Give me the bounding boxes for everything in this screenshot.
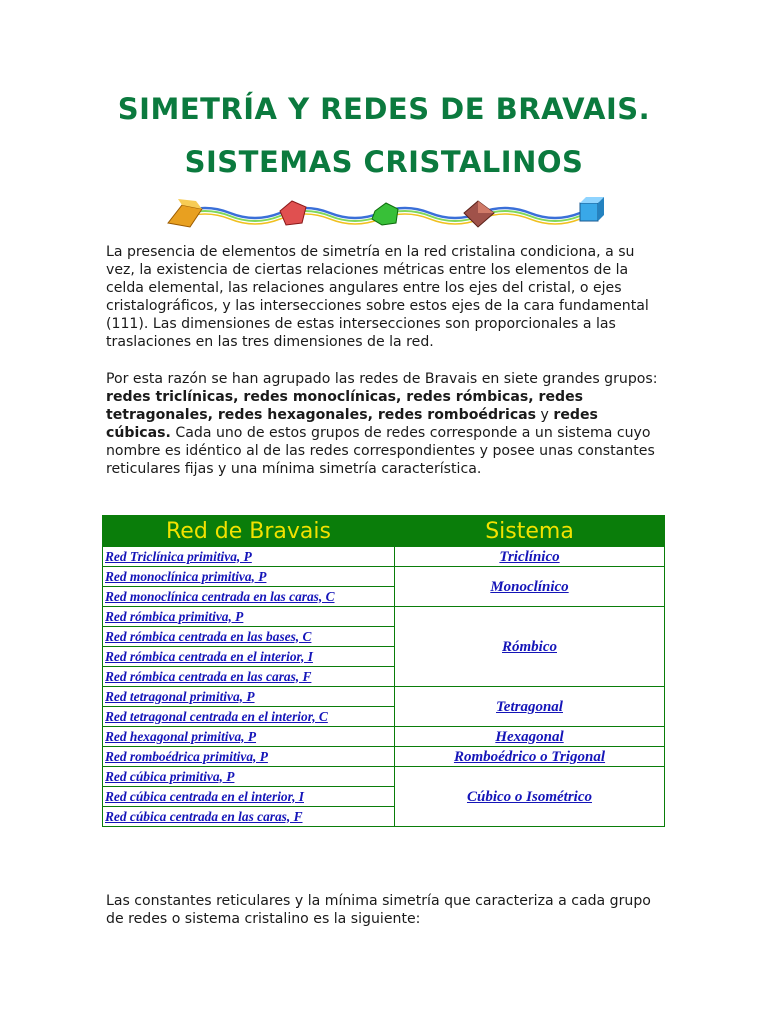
red-link[interactable]: Red rómbica primitiva, P	[105, 608, 244, 624]
table-row	[103, 747, 665, 767]
closing-paragraph: Las constantes reticulares y la mínima simetría que caracteriza a cada grupo de redes o sistema cristalino es la siguiente:	[106, 893, 651, 927]
table-row	[103, 567, 665, 587]
red-link[interactable]: Red Triclínica primitiva, P	[105, 548, 252, 564]
crystal-ornament-icon	[160, 195, 610, 231]
page-subtitle: SISTEMAS CRISTALINOS	[184, 145, 584, 179]
groups-bold-last: redes cúbicas.	[106, 407, 598, 441]
red-link[interactable]: Red cúbica centrada en el interior, I	[105, 788, 304, 804]
groups-bold-list: redes triclínicas, redes monoclínicas, redes rómbicas, redes tetragonales, redes hexagonales, redes romboédricas	[106, 389, 584, 423]
table-row	[103, 687, 665, 707]
sistema-link[interactable]: Monoclínico	[490, 578, 569, 595]
red-link[interactable]: Red cúbica centrada en las caras, F	[105, 808, 303, 824]
red-link[interactable]: Red romboédrica primitiva, P	[105, 748, 268, 764]
header-red-de-bravais: Red de Bravais	[103, 516, 395, 547]
table-header-row	[103, 516, 665, 547]
table-row	[103, 547, 665, 567]
groups-tail: Cada uno de estos grupos de redes corresponde a un sistema cuyo nombre es idéntico al de las redes correspondientes y posee unas constantes reticulares fijas y una mínima simetría característica.	[106, 425, 655, 477]
red-link[interactable]: Red tetragonal centrada en el interior, C	[105, 708, 328, 724]
table-row	[103, 607, 665, 627]
bravais-table	[102, 515, 665, 827]
groups-conj: y	[536, 407, 554, 423]
groups-paragraph	[106, 370, 666, 478]
red-link[interactable]: Red hexagonal primitiva, P	[105, 728, 257, 744]
red-link[interactable]: Red rómbica centrada en las caras, F	[105, 668, 312, 684]
sistema-link[interactable]: Romboédrico o Trigonal	[453, 748, 606, 765]
header-sistema: Sistema	[395, 516, 665, 547]
red-link[interactable]: Red tetragonal primitiva, P	[105, 688, 255, 704]
red-link[interactable]: Red rómbica centrada en el interior, I	[105, 648, 313, 664]
sistema-link[interactable]: Rómbico	[502, 638, 557, 655]
sistema-link[interactable]: Tetragonal	[496, 698, 563, 715]
sistema-link[interactable]: Cúbico o Isométrico	[466, 788, 592, 805]
sistema-link[interactable]: Hexagonal	[495, 728, 564, 745]
groups-lead: Por esta razón se han agrupado las redes de Bravais en siete grandes grupos:	[106, 371, 658, 387]
intro-paragraph: La presencia de elementos de simetría en la red cristalina condiciona, a su vez, la existencia de ciertas relaciones métricas entre los elementos de la celda elemental, las relaciones angulares entre los ejes del cristal, o ejes cristalográficos, y las intersecciones sobre estos ejes de la cara fundamental (111). Las dimensiones de estas intersecciones son proporcionales a las traslaciones en las tres dimensiones de la red.	[106, 244, 649, 350]
red-link[interactable]: Red monoclínica primitiva, P	[105, 568, 267, 584]
sistema-link[interactable]: Triclínico	[499, 548, 560, 565]
table-row	[103, 767, 665, 787]
page-title: SIMETRÍA Y REDES DE BRAVAIS.	[117, 92, 651, 126]
red-link[interactable]: Red rómbica centrada en las bases, C	[105, 628, 312, 644]
red-link[interactable]: Red monoclínica centrada en las caras, C	[105, 588, 335, 604]
red-link[interactable]: Red cúbica primitiva, P	[105, 768, 235, 784]
table-row	[103, 727, 665, 747]
